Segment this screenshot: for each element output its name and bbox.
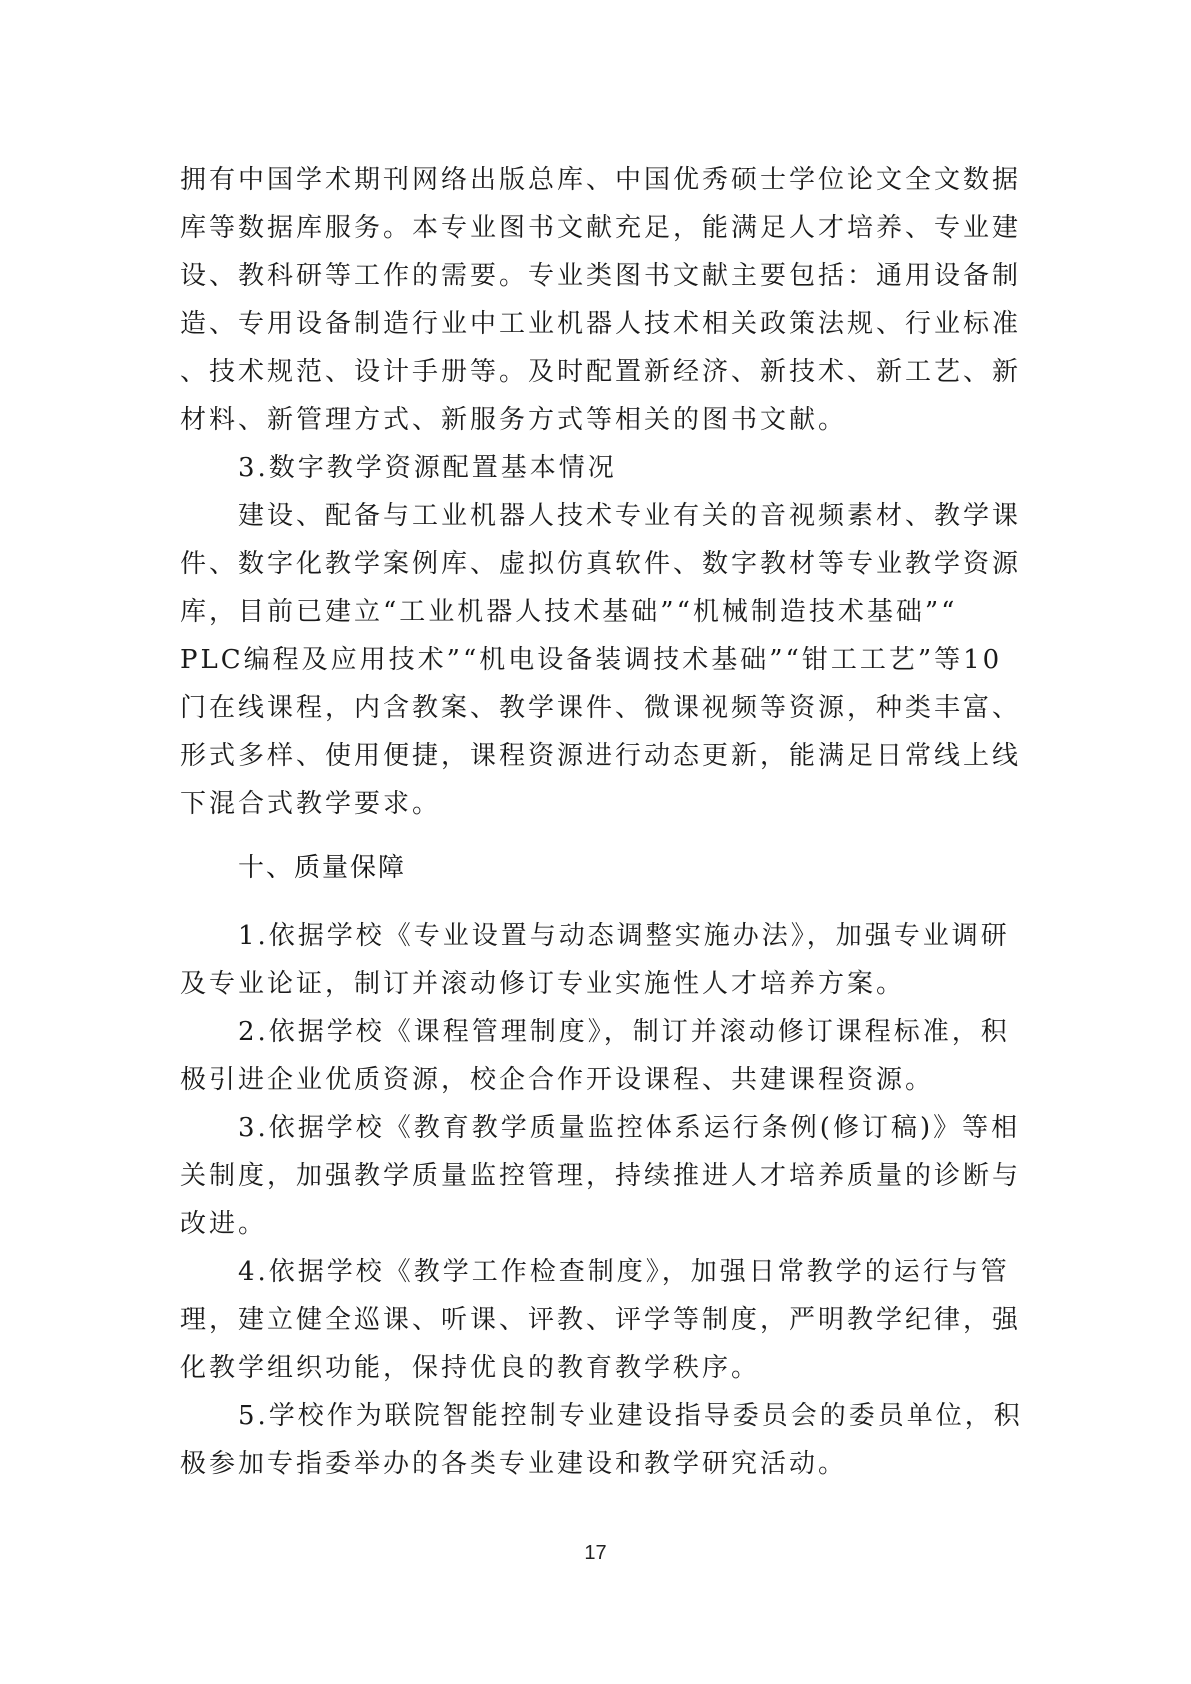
body-line: 1.依据学校《专业设置与动态调整实施办法》，加强专业调研 (180, 921, 1010, 951)
page-body (180, 156, 1023, 1488)
body-line: 4.依据学校《教学工作检查制度》，加强日常教学的运行与管 (180, 1257, 1010, 1287)
body-line: 、技术规范、设计手册等。及时配置新经济、新技术、新工艺、新 (180, 357, 1022, 387)
body-line: 化教学组织功能，保持优良的教育教学秩序。 (180, 1353, 761, 1383)
body-line: 改进。 (180, 1209, 268, 1239)
body-line: 件、数字化教学案例库、虚拟仿真软件、数字教材等专业教学资源 (180, 549, 1022, 579)
body-line: 造、专用设备制造行业中工业机器人技术相关政策法规、行业标准 (180, 309, 1022, 339)
body-line: 极参加专指委举办的各类专业建设和教学研究活动。 (180, 1449, 848, 1479)
body-line: 5.学校作为联院智能控制专业建设指导委员会的委员单位，积 (180, 1401, 1023, 1431)
page-number: 17 (584, 1542, 607, 1564)
body-line: 设、教科研等工作的需要。专业类图书文献主要包括：通用设备制 (180, 261, 1022, 291)
body-line: 形式多样、使用便捷，课程资源进行动态更新，能满足日常线上线 (180, 741, 1022, 771)
body-line: 极引进企业优质资源，校企合作开设课程、共建课程资源。 (180, 1065, 935, 1095)
body-line: 库，目前已建立“工业机器人技术基础”“机械制造技术基础”“ (180, 597, 958, 627)
body-line: 建设、配备与工业机器人技术专业有关的音视频素材、教学课 (180, 501, 1022, 531)
body-line: 拥有中国学术期刊网络出版总库、中国优秀硕士学位论文全文数据 (180, 165, 1022, 195)
body-line: 理，建立健全巡课、听课、评教、评学等制度，严明教学纪律，强 (180, 1305, 1022, 1335)
body-line: 材料、新管理方式、新服务方式等相关的图书文献。 (180, 405, 848, 435)
body-line: 库等数据库服务。本专业图书文献充足，能满足人才培养、专业建 (180, 213, 1022, 243)
body-line: 门在线课程，内含教案、教学课件、微课视频等资源，种类丰富、 (180, 693, 1022, 723)
body-line: 及专业论证，制订并滚动修订专业实施性人才培养方案。 (180, 969, 906, 999)
section-heading: 十、质量保障 (238, 853, 407, 883)
body-line: 3.依据学校《教育教学质量监控体系运行条例(修订稿)》等相 (180, 1113, 1021, 1143)
body-line: PLC编程及应用技术”“机电设备装调技术基础”“钳工工艺”等10 (180, 645, 1003, 675)
body-line: 关制度，加强教学质量监控管理，持续推进人才培养质量的诊断与 (180, 1161, 1022, 1191)
subsection-title: 3.数字教学资源配置基本情况 (180, 453, 617, 483)
body-line: 下混合式教学要求。 (180, 789, 442, 819)
body-line: 2.依据学校《课程管理制度》，制订并滚动修订课程标准，积 (180, 1017, 1010, 1047)
